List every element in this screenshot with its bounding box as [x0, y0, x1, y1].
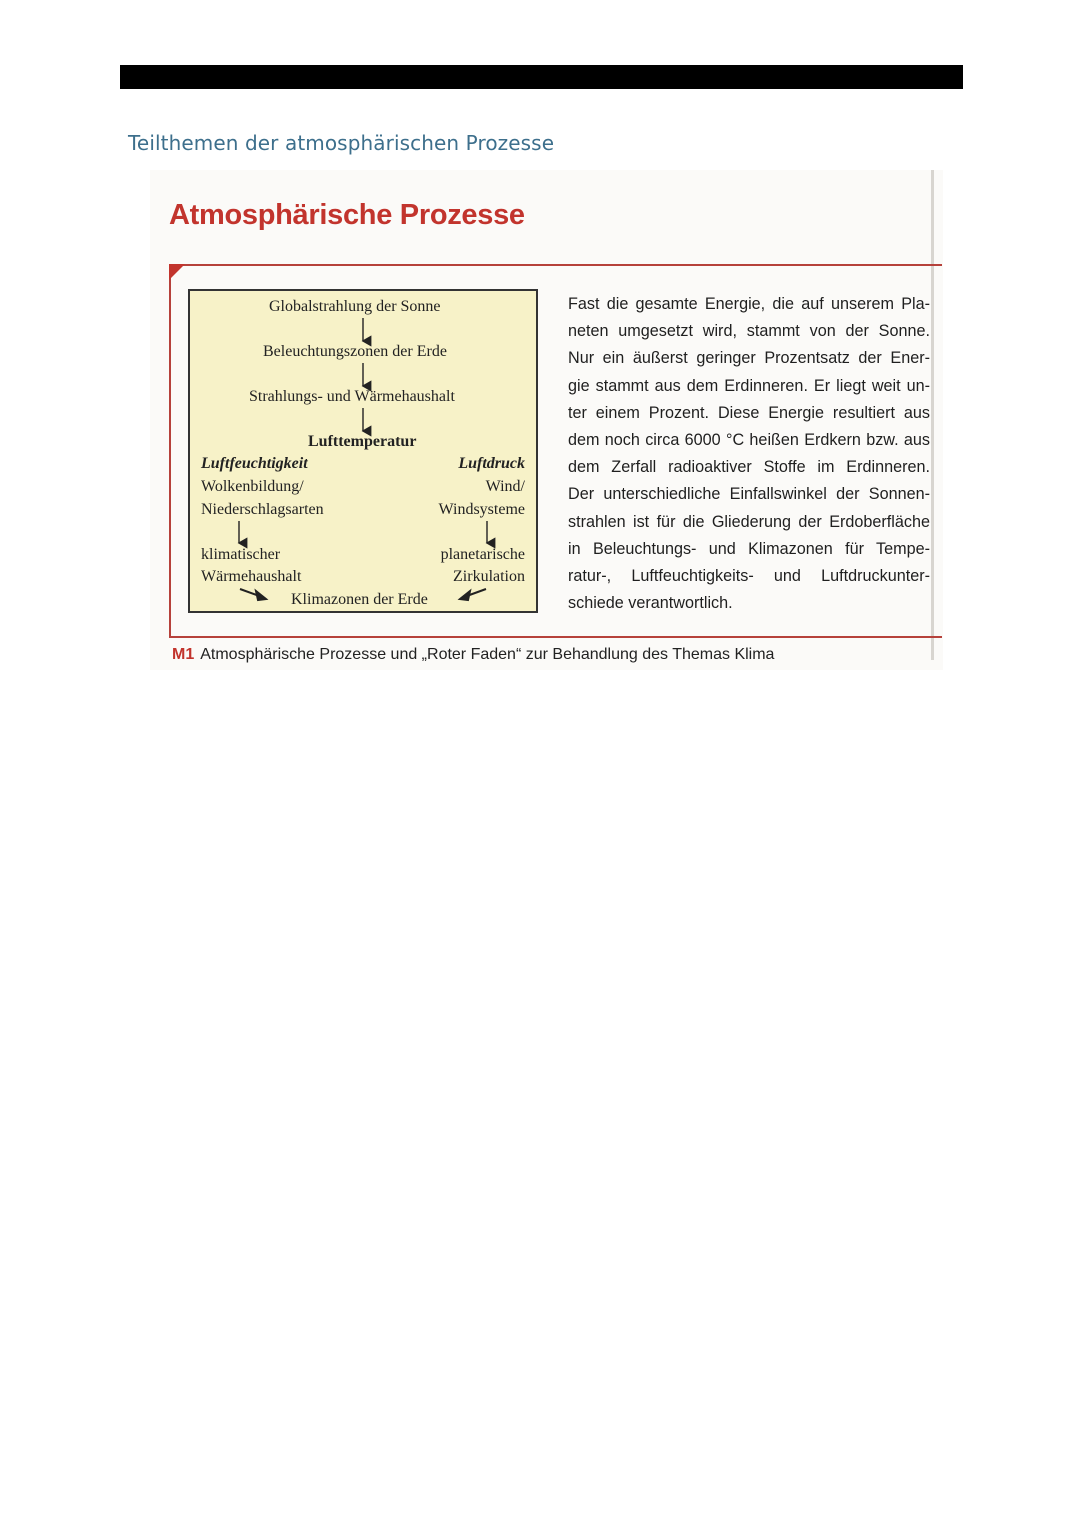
- body-line-7: dem Zerfall radioaktiver Stoffe im Erdinneren.: [568, 458, 930, 477]
- diagram-planetarische: planetarische: [440, 546, 525, 563]
- diagram-zirkulation: Zirkulation: [453, 568, 525, 585]
- body-line-8: Der unterschiedliche Einfallswinkel der Sonnen-: [568, 485, 930, 504]
- top-black-bar: [120, 65, 963, 89]
- flow-diagram: [188, 289, 538, 613]
- frame-bottom-rule: [169, 636, 942, 638]
- diagram-strahlungshaushalt: Strahlungs- und Wärmehaushalt: [249, 388, 455, 405]
- diagram-luftfeuchtigkeit: Luftfeuchtigkeit: [201, 455, 308, 472]
- diagram-klimazonen: Klimazonen der Erde: [291, 591, 428, 608]
- diagram-globalstrahlung: Globalstrahlung der Sonne: [269, 298, 441, 315]
- diagram-wolkenbildung: Wolkenbildung/: [201, 478, 304, 495]
- body-line-5: ter einem Prozent. Diese Energie resultiert aus: [568, 403, 930, 422]
- figure-caption: [172, 646, 774, 664]
- diagram-luftdruck: Luftdruck: [458, 455, 525, 472]
- body-line-1: Fast die gesamte Energie, die auf unserem Pla-: [568, 295, 930, 313]
- body-line-9: strahlen ist für die Gliederung der Erdoberfläche: [568, 512, 930, 531]
- body-line-6: dem noch circa 6000 °C heißen Erdkern bzw. aus: [568, 431, 930, 450]
- diagram-windsysteme: Windsysteme: [438, 501, 525, 518]
- diagram-niederschlagsarten: Niederschlagsarten: [201, 501, 324, 518]
- frame-left-rule: [169, 264, 171, 638]
- figure-title: Atmosphärische Prozesse: [169, 199, 525, 231]
- diagram-arrows: [190, 291, 536, 611]
- body-line-4: gie stammt aus dem Erdinneren. Er liegt weit un-: [568, 376, 930, 395]
- section-heading: Teilthemen der atmosphärischen Prozesse: [128, 131, 555, 155]
- body-line-2: neten umgesetzt wird, stammt von der Sonne.: [568, 322, 930, 341]
- body-line-10: in Beleuchtungs- und Klimazonen für Tempe-: [568, 539, 930, 558]
- diagram-lufttemperatur: Lufttemperatur: [308, 433, 417, 450]
- body-line-3: Nur ein äußerst geringer Prozentsatz der Ener-: [568, 349, 930, 368]
- diagram-klimatischer: klimatischer: [201, 546, 281, 563]
- caption-number: M1: [172, 646, 195, 663]
- body-line-11: ratur-, Luftfeuchtigkeits- und Luftdruckunter-: [568, 567, 930, 586]
- body-line-12: schiede verantwortlich.: [568, 594, 733, 613]
- diagram-beleuchtungszonen: Beleuchtungszonen der Erde: [263, 343, 447, 360]
- figure-body-text: [568, 291, 930, 617]
- caption-text: Atmosphärische Prozesse und „Roter Faden“ zur Behandlung des Themas Klima: [200, 646, 775, 663]
- corner-marker-icon: [169, 264, 185, 280]
- diagram-waermehaushalt: Wärmehaushalt: [201, 568, 302, 585]
- diagram-wind: Wind/: [485, 478, 525, 495]
- frame-top-rule: [169, 264, 942, 266]
- scan-page-edge: [931, 170, 934, 660]
